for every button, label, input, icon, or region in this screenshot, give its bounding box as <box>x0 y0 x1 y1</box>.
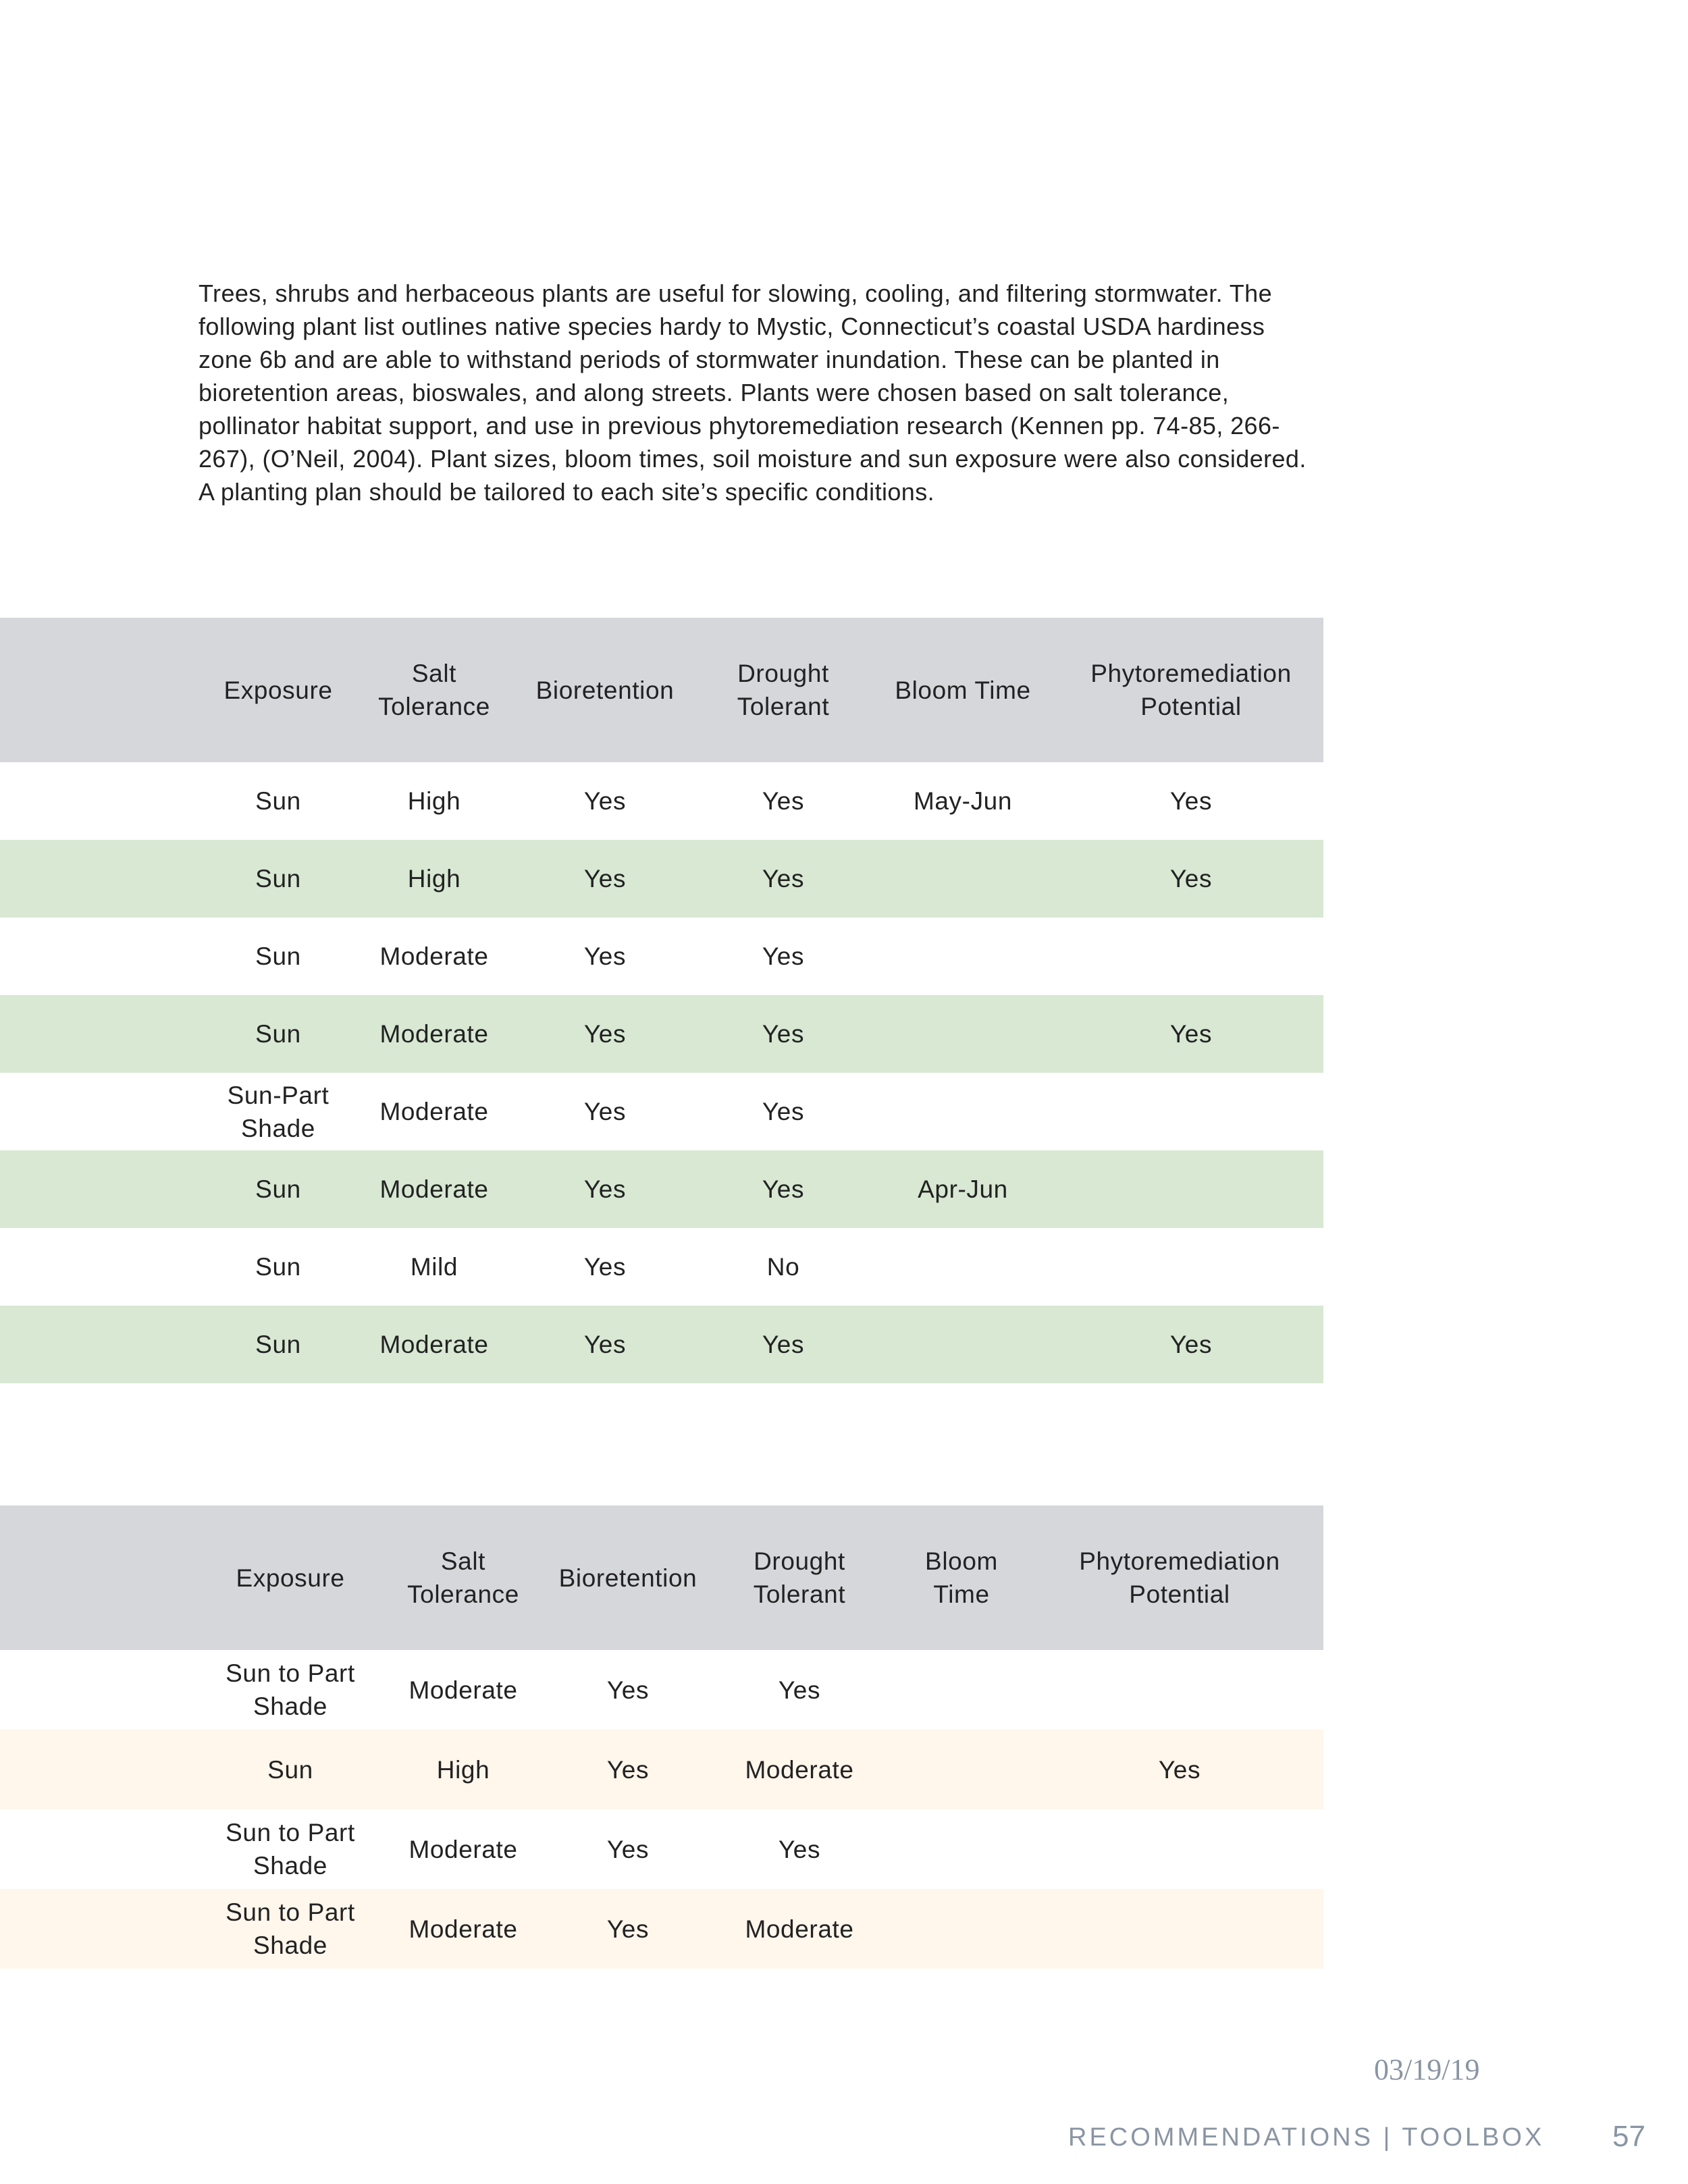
cell-exposure: Sun-Part Shade <box>227 1081 329 1142</box>
cell-phytoremediation-potential <box>1059 1150 1323 1228</box>
cell-bioretention: Yes <box>583 1020 627 1048</box>
table-row <box>0 1650 1323 1730</box>
table-row <box>0 1073 1323 1150</box>
header-bioretention: Bioretention <box>558 1564 697 1592</box>
cell-exposure: Sun <box>255 1331 301 1358</box>
cell-bloom-time <box>887 1730 1036 1809</box>
header-salt-tolerance: Salt Tolerance <box>407 1547 519 1608</box>
table-body <box>0 1650 1323 1969</box>
cell-salt-tolerance: Moderate <box>379 1020 489 1048</box>
cell-drought-tolerant: Yes <box>778 1676 821 1704</box>
cell-bioretention: Yes <box>606 1755 650 1784</box>
cell-phytoremediation-potential: Yes <box>1169 1020 1213 1048</box>
header-phytoremediation-potential: Phytoremediation Potential <box>1079 1547 1280 1608</box>
header-bloom-time: Bloom Time <box>925 1547 998 1608</box>
cell-bioretention: Yes <box>583 942 627 970</box>
cell-phytoremediation-potential <box>1036 1809 1323 1889</box>
table-row <box>0 995 1323 1073</box>
cell-bioretention: Yes <box>606 1676 650 1704</box>
page-number: 57 <box>1612 2120 1645 2153</box>
cell-exposure: Sun <box>255 942 301 970</box>
cell-salt-tolerance: High <box>407 787 461 815</box>
plant-table-1 <box>0 618 1323 1383</box>
footer-section-title: RECOMMENDATIONS | TOOLBOX <box>1068 2123 1545 2152</box>
cell-bloom-time <box>867 1073 1059 1150</box>
cell-drought-tolerant: Yes <box>778 1835 821 1863</box>
cell-drought-tolerant: Yes <box>762 1020 805 1048</box>
cell-drought-tolerant: Yes <box>762 1331 805 1358</box>
cell-bloom-time <box>867 1228 1059 1306</box>
cell-bloom-time <box>867 840 1059 917</box>
cell-phytoremediation-potential: Yes <box>1169 1331 1213 1358</box>
cell-phytoremediation-potential <box>1036 1650 1323 1730</box>
cell-exposure: Sun <box>255 1253 301 1281</box>
cell-bioretention: Yes <box>583 865 627 893</box>
cell-salt-tolerance: Moderate <box>408 1835 518 1863</box>
cell-bloom-time: Apr-Jun <box>918 1175 1008 1203</box>
cell-salt-tolerance: High <box>407 865 461 893</box>
cell-bioretention: Yes <box>606 1915 650 1943</box>
cell-phytoremediation-potential <box>1059 1073 1323 1150</box>
cell-phytoremediation-potential <box>1059 917 1323 995</box>
table-row <box>0 1306 1323 1383</box>
cell-drought-tolerant: No <box>766 1253 800 1281</box>
cell-bloom-time <box>867 995 1059 1073</box>
cell-bioretention: Yes <box>583 1098 627 1125</box>
cell-bloom-time: May-Jun <box>913 787 1013 815</box>
table-row <box>0 840 1323 917</box>
cell-bloom-time <box>867 917 1059 995</box>
table-header-row <box>0 1506 1323 1650</box>
cell-bioretention: Yes <box>583 1175 627 1203</box>
cell-exposure: Sun <box>255 865 301 893</box>
cell-phytoremediation-potential: Yes <box>1169 865 1213 893</box>
plant-table-2 <box>0 1506 1323 1969</box>
cell-bloom-time <box>887 1809 1036 1889</box>
cell-drought-tolerant: Yes <box>762 942 805 970</box>
cell-bloom-time <box>887 1889 1036 1969</box>
cell-drought-tolerant: Yes <box>762 865 805 893</box>
cell-salt-tolerance: Moderate <box>379 1098 489 1125</box>
cell-phytoremediation-potential: Yes <box>1169 787 1213 815</box>
cell-phytoremediation-potential: Yes <box>1158 1755 1201 1784</box>
table-row <box>0 1730 1323 1809</box>
cell-salt-tolerance: Moderate <box>408 1676 518 1704</box>
cell-salt-tolerance: Moderate <box>379 942 489 970</box>
intro-paragraph: Trees, shrubs and herbaceous plants are useful for slowing, cooling, and filtering stormwater. The following plant list outlines native species hardy to Mystic, Connecticut’s coastal USDA hardiness zone 6b and are able to withstand periods of stormwater inundation. These can be planted in bioretention areas, bioswales, and along streets. Plants were chosen based on salt tolerance, pollinator habitat support, and use in previous phytoremediation research (Kennen pp. 74-85, 266-267), (O’Neil, 2004). Plant sizes, bloom times, soil moisture and sun exposure were also considered. A planting plan should be tailored to each site’s specific conditions. <box>199 279 1307 506</box>
cell-salt-tolerance: Moderate <box>408 1915 518 1943</box>
cell-salt-tolerance: Mild <box>410 1253 458 1281</box>
header-bioretention: Bioretention <box>535 676 675 704</box>
cell-exposure: Sun to Part Shade <box>226 1898 355 1959</box>
cell-salt-tolerance: Moderate <box>379 1331 489 1358</box>
cell-exposure: Sun <box>255 1020 301 1048</box>
cell-exposure: Sun <box>267 1755 313 1784</box>
cell-phytoremediation-potential <box>1059 1228 1323 1306</box>
cell-bioretention: Yes <box>583 787 627 815</box>
table-header-row <box>0 618 1323 762</box>
header-exposure: Exposure <box>223 676 333 704</box>
table-row <box>0 1150 1323 1228</box>
date-stamp: 03/19/19 <box>1374 2053 1480 2086</box>
cell-exposure: Sun <box>255 1175 301 1203</box>
table-row <box>0 762 1323 840</box>
cell-exposure: Sun to Part Shade <box>226 1659 355 1720</box>
header-drought-tolerant: Drought Tolerant <box>753 1547 846 1608</box>
cell-bioretention: Yes <box>583 1331 627 1358</box>
cell-bioretention: Yes <box>583 1253 627 1281</box>
cell-exposure: Sun to Part Shade <box>226 1819 355 1880</box>
cell-drought-tolerant: Moderate <box>745 1915 854 1943</box>
table-row <box>0 1228 1323 1306</box>
table-row <box>0 917 1323 995</box>
header-exposure: Exposure <box>236 1564 345 1592</box>
cell-salt-tolerance: Moderate <box>379 1175 489 1203</box>
table-row <box>0 1809 1323 1889</box>
header-bloom-time: Bloom Time <box>895 676 1031 704</box>
table-body <box>0 762 1323 1383</box>
cell-drought-tolerant: Yes <box>762 1098 805 1125</box>
header-salt-tolerance: Salt Tolerance <box>378 660 490 720</box>
cell-drought-tolerant: Yes <box>762 787 805 815</box>
cell-drought-tolerant: Moderate <box>745 1755 854 1784</box>
header-drought-tolerant: Drought Tolerant <box>737 660 830 720</box>
cell-bloom-time <box>867 1306 1059 1383</box>
cell-drought-tolerant: Yes <box>762 1175 805 1203</box>
cell-bioretention: Yes <box>606 1835 650 1863</box>
table-row <box>0 1889 1323 1969</box>
cell-bloom-time <box>887 1650 1036 1730</box>
cell-phytoremediation-potential <box>1036 1889 1323 1969</box>
cell-exposure: Sun <box>255 787 301 815</box>
header-phytoremediation-potential: Phytoremediation Potential <box>1090 660 1292 720</box>
cell-salt-tolerance: High <box>436 1755 490 1784</box>
